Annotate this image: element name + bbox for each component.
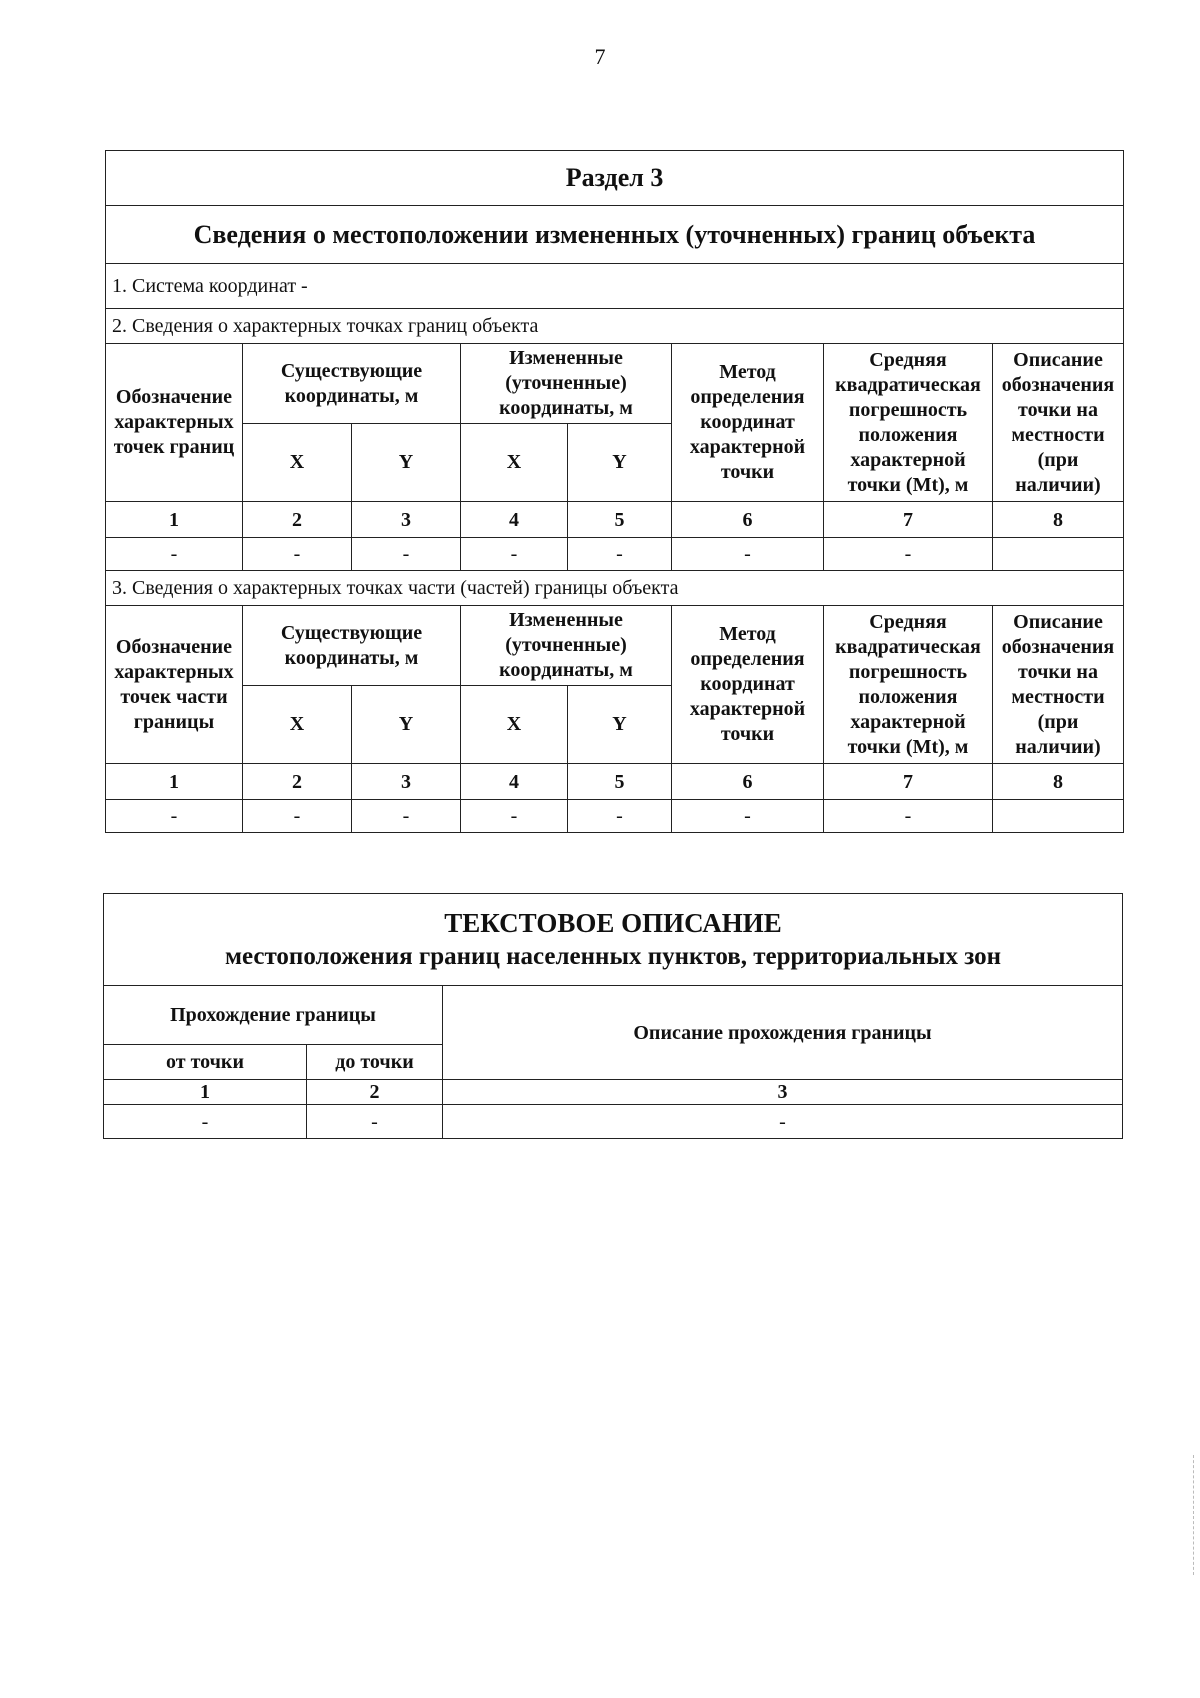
text-description-title: ТЕКСТОВОЕ ОПИСАНИЕ xyxy=(444,907,782,938)
col-number: 4 xyxy=(461,764,568,800)
col-to-point: до точки xyxy=(307,1045,443,1080)
col-number: 4 xyxy=(461,502,568,538)
col-number: 2 xyxy=(243,502,352,538)
cell: - xyxy=(352,538,461,571)
col-number: 6 xyxy=(672,502,824,538)
col-number: 3 xyxy=(352,764,461,800)
cell: - xyxy=(568,538,672,571)
col-passage: Прохождение границы xyxy=(104,986,443,1045)
col-changed-y: Y xyxy=(568,686,672,764)
scan-edge-marks xyxy=(1193,1455,1196,1575)
cell: - xyxy=(672,538,824,571)
cell: - xyxy=(106,538,243,571)
col-changed-y: Y xyxy=(568,424,672,502)
col-number: 5 xyxy=(568,764,672,800)
cell: - xyxy=(352,800,461,833)
col-number: 1 xyxy=(106,502,243,538)
col-number: 3 xyxy=(443,1080,1123,1105)
col-numbers-row xyxy=(104,1080,1123,1105)
col-number: 3 xyxy=(352,502,461,538)
cell: - xyxy=(461,538,568,571)
col-number: 2 xyxy=(307,1080,443,1105)
col-number: 7 xyxy=(824,764,993,800)
table-row xyxy=(106,538,1124,571)
cell: - xyxy=(672,800,824,833)
col-description: Описание обозначения точки на местности (при наличии) xyxy=(993,606,1124,764)
col-number: 8 xyxy=(993,502,1124,538)
col-error: Средняя квадратическая погрешность положения характерной точки (Mt), м xyxy=(824,606,993,764)
text-description-table xyxy=(103,893,1123,1139)
cell: - xyxy=(243,800,352,833)
points-header: 2. Сведения о характерных точках границ объекта xyxy=(106,309,1124,344)
section-subtitle: Сведения о местоположении измененных (уточненных) границ объекта xyxy=(106,206,1124,264)
cell: - xyxy=(243,538,352,571)
col-number: 5 xyxy=(568,502,672,538)
col-method: Метод определения координат характерной точки xyxy=(672,344,824,502)
col-numbers-row xyxy=(106,764,1124,800)
col-number: 2 xyxy=(243,764,352,800)
cell: - xyxy=(824,800,993,833)
col-number: 7 xyxy=(824,502,993,538)
col-changed-x: X xyxy=(461,686,568,764)
col-existing: Существующие координаты, м xyxy=(243,344,461,424)
col-changed: Измененные (уточненные) координаты, м xyxy=(461,606,672,686)
cell: - xyxy=(824,538,993,571)
cell: - xyxy=(104,1105,307,1139)
col-numbers-row xyxy=(106,502,1124,538)
col-existing-y: Y xyxy=(352,424,461,502)
col-number: 8 xyxy=(993,764,1124,800)
col-existing-y: Y xyxy=(352,686,461,764)
col-changed: Измененные (уточненные) координаты, м xyxy=(461,344,672,424)
section-3-table xyxy=(105,150,1124,833)
col-existing-x: X xyxy=(243,424,352,502)
parts-header: 3. Сведения о характерных точках части (частей) границы объекта xyxy=(106,571,1124,606)
cell: - xyxy=(568,800,672,833)
section-title: Раздел 3 xyxy=(106,151,1124,206)
cell xyxy=(993,538,1124,571)
col-designation-part: Обозначение характерных точек части границы xyxy=(106,606,243,764)
cell: - xyxy=(443,1105,1123,1139)
text-description-subtitle: местоположения границ населенных пунктов, территориальных зон xyxy=(224,942,1002,970)
col-description: Описание обозначения точки на местности (при наличии) xyxy=(993,344,1124,502)
text-description-heading xyxy=(104,894,1123,986)
table-row xyxy=(104,1105,1123,1139)
coord-system: 1. Система координат - xyxy=(106,264,1124,309)
cell: - xyxy=(307,1105,443,1139)
page-number: 7 xyxy=(594,44,606,69)
col-number: 6 xyxy=(672,764,824,800)
col-number: 1 xyxy=(104,1080,307,1105)
col-number: 1 xyxy=(106,764,243,800)
table-row xyxy=(106,800,1124,833)
col-existing-x: X xyxy=(243,686,352,764)
cell: - xyxy=(461,800,568,833)
col-existing: Существующие координаты, м xyxy=(243,606,461,686)
col-error: Средняя квадратическая погрешность положения характерной точки (Mt), м xyxy=(824,344,993,502)
cell: - xyxy=(106,800,243,833)
col-designation: Обозначение характерных точек границ xyxy=(106,344,243,502)
col-from-point: от точки xyxy=(104,1045,307,1080)
col-method: Метод определения координат характерной точки xyxy=(672,606,824,764)
col-passage-desc: Описание прохождения границы xyxy=(443,986,1123,1080)
cell xyxy=(993,800,1124,833)
col-changed-x: X xyxy=(461,424,568,502)
